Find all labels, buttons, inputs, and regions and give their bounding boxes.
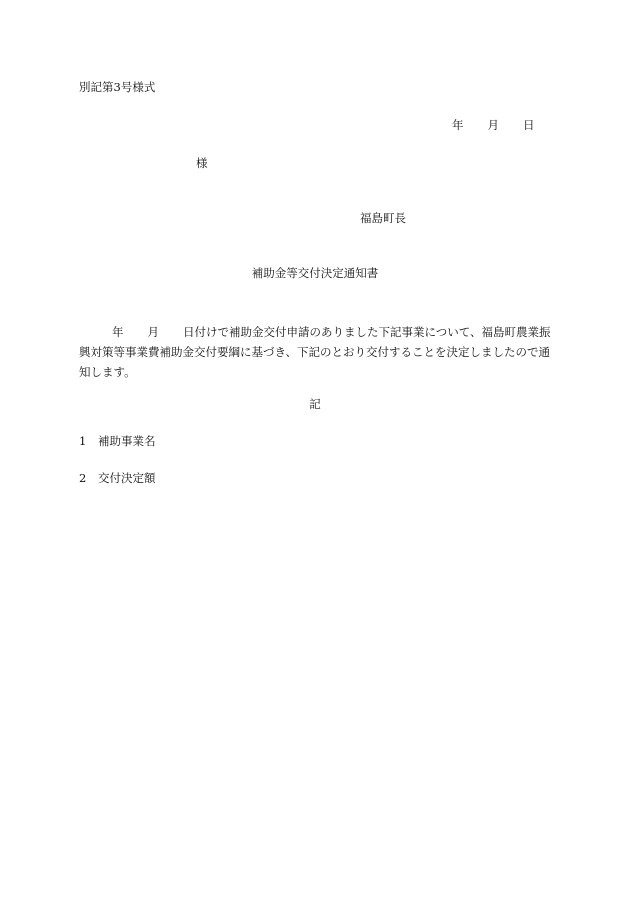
item-label: 交付決定額	[98, 471, 156, 485]
ki-heading: 記	[309, 397, 321, 411]
date-year: 年	[452, 118, 464, 132]
document-title: 補助金等交付決定通知書	[251, 266, 379, 280]
body-month: 月	[147, 325, 159, 339]
item-label: 補助事業名	[98, 434, 156, 448]
item-number: 1	[79, 434, 87, 448]
list-item	[79, 473, 156, 485]
addressee-suffix: 様	[196, 156, 208, 170]
body-year: 年	[112, 325, 124, 339]
body-text: 日付けで補助金交付申請のありました下記事業について、福島町農業振興対策等事業費補助金交付要綱に基づき、下記のとおり交付することを決定しましたので通知します。	[79, 325, 551, 379]
list-item	[79, 436, 156, 448]
item-number: 2	[79, 471, 87, 485]
date-day: 日	[523, 118, 535, 132]
date-month: 月	[487, 118, 499, 132]
sender: 福島町長	[360, 211, 406, 225]
body-paragraph	[79, 322, 559, 382]
form-label: 別記第3号様式	[79, 80, 156, 94]
date-line	[452, 120, 535, 132]
